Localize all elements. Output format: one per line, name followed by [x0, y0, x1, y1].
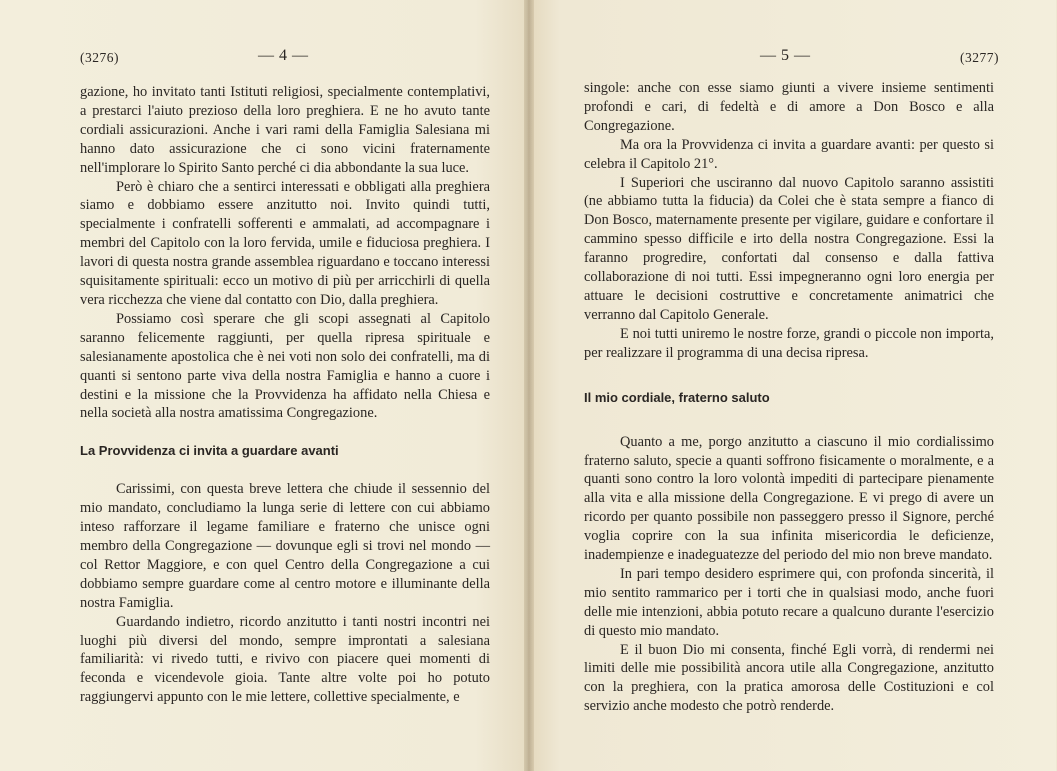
right-page [528, 0, 1056, 771]
page-number: — 5 — [760, 47, 811, 64]
paragraph: singole: anche con esse siamo giunti a vivere insieme sentimenti profondi e cari, di fedeltà e di amore a Don Bosco e alla Congregazione. [584, 80, 994, 134]
paragraph: Possiamo così sperare che gli scopi assegnati al Capitolo saranno felicemente raggiunti, per quella ripresa spirituale e salesianamente apostolica che è nei voti non solo dei confratelli, ma di quanti si sentono parte viva della nostra Famiglia e hanno a cuore i destini e la missione che la Provvidenza ha affidato nella Chiesa e nella società alla nostra amatissima Congregazione. [80, 310, 490, 422]
section-heading: La Provvidenza ci invita a guardare avanti [80, 443, 339, 459]
paragraph: E noi tutti uniremo le nostre forze, grandi o piccole non importa, per realizzare il programma di una decisa ripresa. [584, 325, 994, 361]
page-gutter [524, 0, 534, 771]
paragraph: E il buon Dio mi consenta, finché Egli vorrà, di rendermi nei limiti delle mie possibilità ancora utile alla Congregazione, anzitutto con la preghiera, con la pratica amorosa delle Costituzioni e col servizio anche modesto che potrò renderde. [584, 641, 994, 715]
paragraph: Carissimi, con questa breve lettera che chiude il sessennio del mio mandato, concludiamo la lunga serie di lettere con cui abbiamo inteso rafforzare il legame familiare e fraterno che unisce ogni membro della Congregazione — dovunque egli si trovi nel mondo — col Rettor Maggiore, e con quel Centro della Congregazione a cui dobbiamo sempre guardare come al centro motore e illuminante della nostra Famiglia. [80, 481, 490, 611]
page-code: (3277) [960, 50, 999, 65]
page-code: (3276) [80, 50, 119, 65]
paragraph: Ma ora la Provvidenza ci invita a guardare avanti: per questo si celebra il Capitolo 21°. [584, 136, 994, 172]
page-number: — 4 — [258, 47, 309, 64]
paragraph: Guardando indietro, ricordo anzitutto i tanti nostri incontri nei luoghi più diversi del mondo, sempre improntati a salesiana familiarità: vi rivedo tutti, e rivivo con piacere quei momenti di feconda e vicendevole gioia. Tante altre volte poi ho potuto raggiungervi appunto con le mie lettere, collettive specialmente, e [80, 613, 490, 706]
paragraph: In pari tempo desidero esprimere qui, con profonda sincerità, il mio sentito rammarico per i torti che in qualsiasi modo, anche fuori delle mie intenzioni, abbia potuto recare a qualcuno durante l'esercizio di questo mio mandato. [584, 565, 994, 639]
paragraph: Quanto a me, porgo anzitutto a ciascuno il mio cordialissimo fraterno saluto, specie a quanti soffrono fisicamente o moralmente, e a quanti sono contro la loro volontà impediti di partecipare pienamente alla vita e alla missione della Congregazione. E vi prego di avere un ricordo per quanto possibile non passeggero presso il Signore, perché voglia coprire con la sua infinita misericordia le deficienze, inadempienze e inadeguatezze del periodo del mio non breve mandato. [584, 433, 994, 564]
page-body [584, 79, 994, 716]
paragraph: Però è chiaro che a sentirci interessati e obbligati alla preghiera siamo e dobbiamo essere anzitutto noi. Invito quindi tutti, specialmente i confratelli sofferenti e ammalati, ad accompagnare i membri del Capitolo con la loro fervida, umile e fiduciosa preghiera. I lavori di questa nostra grande assemblea riguardano e toccano interessi squisitamente spirituali: ecco un motivo di più per arricchirli di quella vera ricchezza che viene dal contatto con Dio, dalla preghiera. [80, 178, 490, 308]
left-page [0, 0, 528, 771]
paragraph: I Superiori che usciranno dal nuovo Capitolo saranno assistiti (ne abbiamo tutta la fiducia) da Colei che è stata sempre a fianco di Don Bosco, maternamente presente per vigilare, guidare e confortare il cammino spesso difficile e irto della nostra Congregazione. Essi la faranno progredire, confortati dal consenso e dalla fattiva collaborazione di noi tutti. Essi impegneranno ogni loro energia per attuare le decisioni costruttive e concretamente animatrici che verranno dal Capitolo Generale. [584, 174, 994, 323]
section-heading: Il mio cordiale, fraterno saluto [584, 389, 770, 405]
paragraph: gazione, ho invitato tanti Istituti religiosi, specialmente contemplativi, a prestarci l'aiuto prezioso della loro preghiera. E ne ho avuto tante cordiali assicurazioni. Anche i vari rami della Famiglia Salesiana mi hanno dato assicurazione che ci sono vicini fraternamente nell'implorare lo Spirito Santo perché ci dia abbondante la sua luce. [80, 84, 490, 176]
page-body [80, 83, 490, 707]
